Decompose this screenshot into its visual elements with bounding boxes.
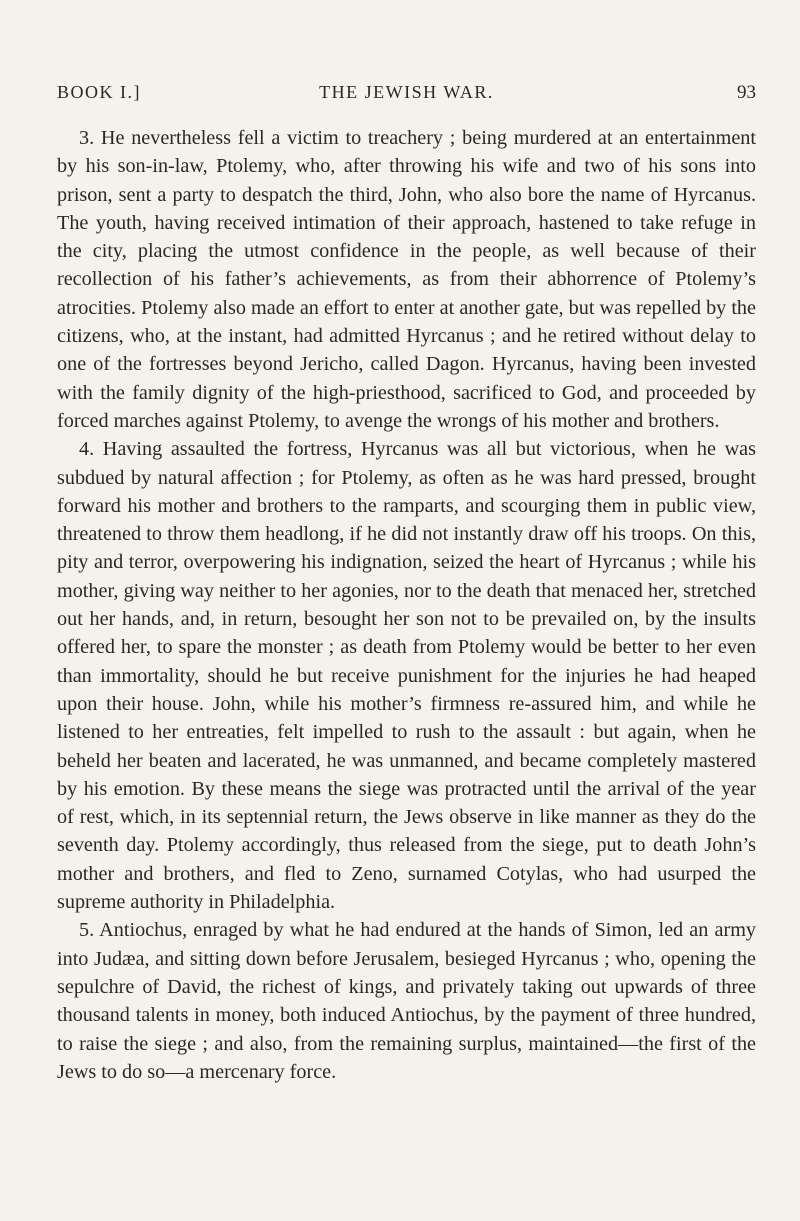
paragraph-4: 4. Having assaulted the fortress, Hyrcanus was all but victorious, when he was subdued by natural affection ; for Ptolemy, as often as he was hard pressed, brought forward his mother and brothers to the ramparts, and scourging them in public view, threatened to throw them headlong, if he did not instantly draw off his troops. On this, pity and terror, overpowering his indignation, seized the heart of Hyrcanus ; while his mother, giving way neither to her agonies, nor to the death that menaced her, stretched out her hands, and, in return, besought her son not to be prevailed on, by the insults offered her, to spare the monster ; as death from Ptolemy would be better to her even than immortality, should he but receive punishment for the injuries he had heaped upon their house. John, while his mother’s firmness re-assured him, and while he listened to her entreaties, felt impelled to rush to the assault : but again, when he beheld her beaten and lacerated, he was unmanned, and became completely mastered by his emotion. By these means the siege was protracted until the arrival of the year of rest, which, in its septennial return, the Jews observe in like manner as they do the seventh day. Ptolemy accordingly, thus released from the siege, put to death John’s mother and brothers, and fled to Zeno, surnamed Cotylas, who had usurped the supreme authority in Philadelphia. <box>57 438 756 914</box>
paragraph-3: 3. He nevertheless fell a victim to treachery ; being murdered at an entertainment by his son-in-law, Ptolemy, who, after throwing his wife and two of his sons into prison, sent a party to despatch the third, John, who also bore the name of Hyrcanus. The youth, having received intimation of their approach, hastened to take refuge in the city, placing the utmost confidence in the people, as well because of their recollection of his father’s achievements, as from their abhorrence of Ptolemy’s atrocities. Ptolemy also made an effort to enter at another gate, but was repelled by the citizens, who, at the instant, had admitted Hyrcanus ; and he retired without delay to one of the fortresses beyond Jericho, called Dagon. Hyrcanus, having been invested with the family dignity of the high-priesthood, sacrificed to God, and proceeded by forced marches against Ptolemy, to avenge the wrongs of his mother and brothers. <box>57 127 756 432</box>
book-section-label: BOOK I.] <box>57 82 141 102</box>
body-text <box>57 124 756 1086</box>
running-title: THE JEWISH WAR. <box>319 82 494 102</box>
paragraph-5: 5. Antiochus, enraged by what he had endured at the hands of Simon, led an army into Judæa, and sitting down before Jerusalem, besieged Hyrcanus ; who, opening the sepulchre of David, the richest of kings, and privately taking out upwards of three thousand talents in money, both induced Antiochus, by the payment of three hundred, to raise the siege ; and also, from the remaining surplus, maintained—the first of the Jews to do so—a mercenary force. <box>57 919 756 1083</box>
running-header <box>57 82 756 116</box>
page-number: 93 <box>737 82 756 103</box>
